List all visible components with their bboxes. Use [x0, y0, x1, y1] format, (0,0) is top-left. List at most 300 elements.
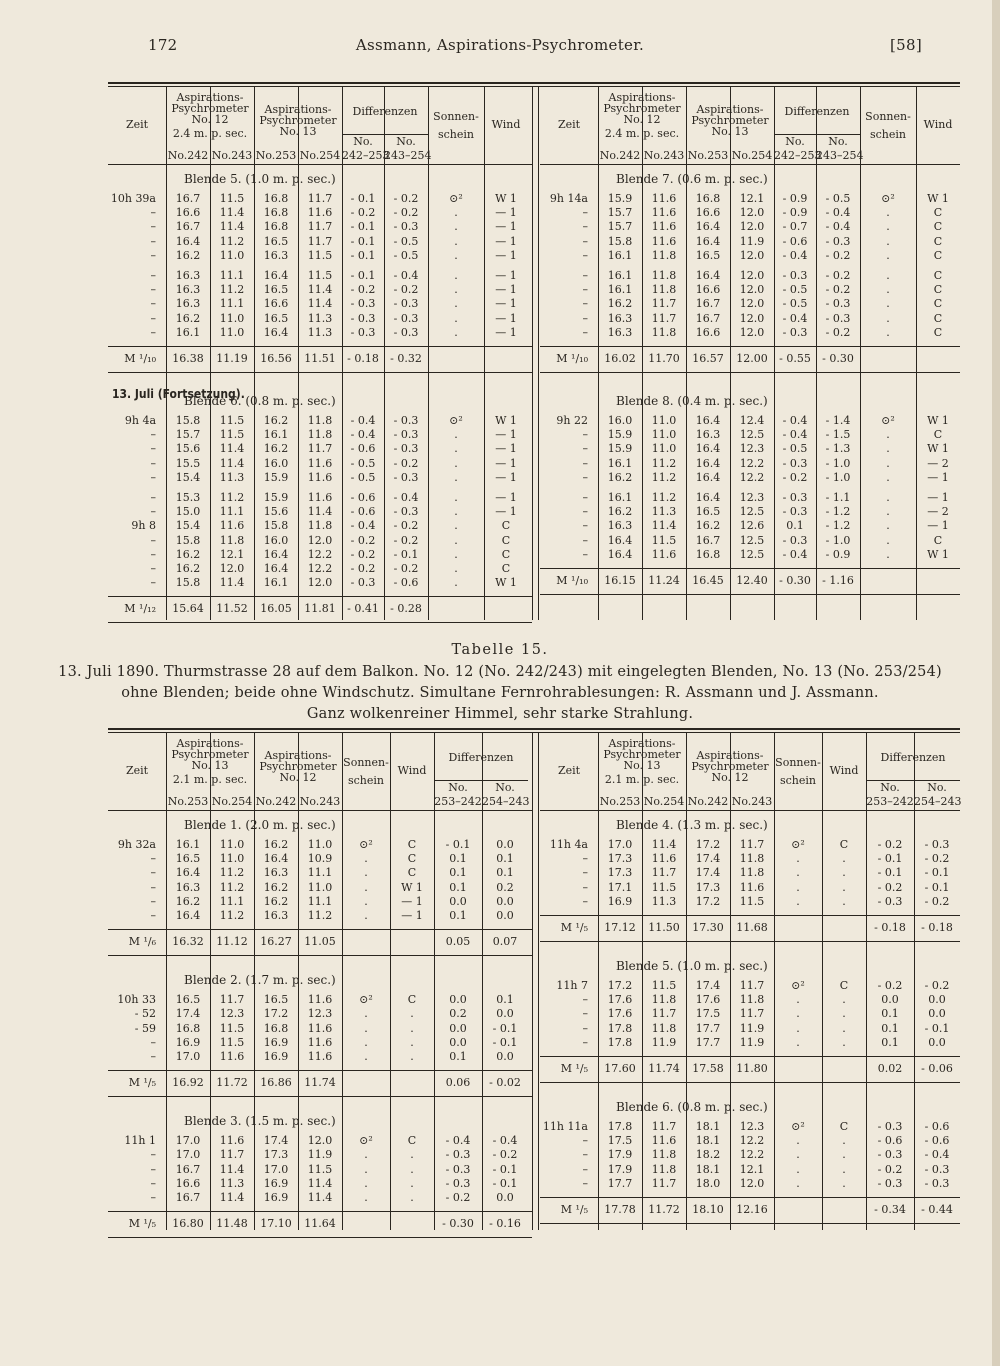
cell-zeit: – [150, 1162, 156, 1176]
cell-diff2: - 0.6 [924, 1134, 950, 1148]
cell-no254: 11.8 [651, 1162, 677, 1176]
cell-no254: 12.0 [739, 248, 765, 262]
cell-no253: 16.8 [695, 192, 721, 205]
cell-sonne: . [454, 442, 458, 456]
cell-diff1: - 0.1 [445, 838, 471, 851]
cell-diff2: - 0.9 [825, 547, 851, 561]
cell-diff1: - 0.2 [350, 206, 376, 220]
cell-sonne: . [364, 1035, 368, 1049]
cell-diff2: - 0.2 [924, 979, 950, 992]
cell-wind: . [842, 894, 846, 908]
cell-wind: C [407, 993, 417, 1007]
cell-no242: 17.6 [695, 993, 721, 1007]
header-diff-column [774, 135, 822, 162]
cell-no254: 11.7 [307, 220, 333, 234]
mean-top-rule [540, 346, 960, 347]
cell-diff1: - 0.3 [782, 325, 808, 339]
table-row [540, 1134, 960, 1148]
cell-wind: C [933, 283, 943, 297]
table-row [540, 1148, 960, 1162]
cell-no242: 15.8 [175, 414, 201, 427]
cell-diff2: 0.1 [496, 993, 514, 1007]
cell-diff1: - 0.3 [782, 269, 808, 282]
cell-diff1: - 0.3 [877, 1176, 903, 1190]
cell-diff2: 0.0 [496, 1050, 514, 1063]
mean-diff1: 0.06 [445, 1076, 471, 1090]
cell-no243: 11.2 [219, 283, 245, 297]
cell-diff1: - 0.6 [350, 491, 376, 504]
cell-zeit: – [150, 248, 156, 262]
cell-diff2: 0.1 [496, 866, 514, 880]
cell-diff2: 0.0 [496, 838, 514, 851]
header-sonnenschein-line: schein [437, 128, 474, 141]
header-wind: Wind [397, 764, 427, 777]
cell-sonne: . [454, 533, 458, 547]
cell-wind: . [842, 1035, 846, 1049]
cell-no242: 17.4 [695, 866, 721, 880]
table-row [108, 505, 532, 519]
table-row [108, 1148, 532, 1162]
table-row [540, 491, 960, 505]
cell-wind: C [839, 838, 849, 851]
cell-no254: 11.2 [219, 866, 245, 880]
cell-no243: 11.5 [739, 894, 765, 908]
table-caption-line2: ohne Blenden; beide ohne Windschutz. Simultane Fernrohrablesungen: R. Assmann und J. Assmann. [121, 685, 879, 701]
header-diff-rule [434, 780, 528, 781]
header-psychrometer-2-line: Psychrometer [259, 114, 337, 127]
mean-no243: 11.64 [304, 1217, 336, 1231]
table-caption-line3: Ganz wolkenreiner Himmel, sehr starke Strahlung. [306, 706, 694, 722]
header-psychrometer-1 [166, 738, 254, 785]
cell-no253: 16.4 [263, 562, 289, 575]
cell-no242: 16.2 [263, 838, 289, 851]
cell-zeit: – [582, 428, 588, 442]
table-row [108, 1163, 532, 1177]
cell-no253: 16.4 [175, 909, 201, 922]
mean-diff2: 0.07 [492, 935, 518, 949]
cell-no253: 15.6 [263, 505, 289, 519]
cell-no243: 11.8 [651, 269, 677, 282]
cell-no254: 11.6 [307, 491, 333, 504]
cell-sonne: . [886, 456, 890, 470]
blende-title: Blende 8. (0.4 m. p. sec.) [616, 394, 768, 408]
cell-sonne: . [454, 234, 458, 248]
cell-diff1: - 0.5 [350, 470, 376, 484]
header-diff-line: No. [927, 781, 947, 794]
cell-no243: 12.3 [739, 1120, 765, 1133]
table-row [540, 414, 960, 428]
table-row [540, 534, 960, 548]
cell-zeit: – [582, 894, 588, 908]
cell-no254: 11.0 [219, 852, 245, 866]
cell-no253: 16.5 [263, 283, 289, 297]
cell-zeit: – [582, 470, 588, 484]
cell-diff2: - 0.2 [492, 1148, 518, 1162]
cell-no242: 16.2 [263, 880, 289, 894]
cell-no254: 12.2 [739, 470, 765, 484]
table-row [108, 326, 532, 340]
header-psychrometer-2-line: Psychrometer [691, 760, 769, 773]
cell-sonne: . [364, 1191, 368, 1204]
mean-bottom-rule [540, 1082, 960, 1083]
cell-wind: . [410, 1050, 414, 1063]
cell-zeit: – [150, 311, 156, 325]
cell-no243: 11.0 [219, 248, 245, 262]
cell-wind: . [842, 1007, 846, 1021]
header-sonnenschein [428, 111, 484, 140]
header-diff-column [342, 135, 390, 162]
mean-label: M ¹/₅ [128, 1217, 156, 1231]
mean-no253: 16.80 [172, 1217, 204, 1231]
cell-no253: 16.4 [263, 325, 289, 339]
cell-wind: — 1 [495, 491, 517, 504]
table-row [108, 895, 532, 909]
cell-diff1: 0.0 [449, 993, 467, 1007]
table-row [540, 993, 960, 1007]
cell-diff2: - 0.1 [924, 1021, 950, 1035]
cell-sonne: . [454, 220, 458, 234]
header-psychrometer-1-line: Psychrometer [171, 748, 249, 761]
cell-sonne: . [886, 519, 890, 533]
cell-diff2: - 0.2 [393, 206, 419, 220]
cell-no243: 11.8 [739, 852, 765, 866]
cell-no253: 16.2 [263, 442, 289, 456]
header-psychrometer-1-line: Psychrometer [603, 102, 681, 115]
cell-sonne: . [886, 491, 890, 504]
table-row [108, 283, 532, 297]
cell-no253: 16.0 [263, 533, 289, 547]
cell-wind: C [933, 533, 943, 547]
cell-diff2: - 0.2 [393, 533, 419, 547]
cell-zeit: – [582, 533, 588, 547]
cell-zeit: – [582, 866, 588, 880]
header-diff-line: 243–254 [384, 149, 432, 162]
cell-zeit: – [582, 1176, 588, 1190]
cell-diff1: - 0.1 [877, 866, 903, 880]
cell-diff1: - 0.4 [782, 547, 808, 561]
cell-no242: 17.7 [695, 1021, 721, 1035]
cell-diff2: - 0.2 [393, 519, 419, 533]
header-sonnenschein-line: Sonnen- [433, 110, 479, 123]
cell-wind: C [839, 979, 849, 992]
cell-diff1: 0.0 [449, 1021, 467, 1035]
cell-diff2: - 0.3 [393, 505, 419, 519]
cell-diff1: - 0.1 [350, 220, 376, 234]
cell-diff2: - 0.2 [825, 269, 851, 282]
header-diff-line: 254–243 [914, 795, 962, 808]
mean-bottom-rule [108, 1237, 532, 1238]
cell-no253: 17.0 [607, 838, 633, 851]
cell-zeit: – [582, 1035, 588, 1049]
cell-wind: . [410, 1176, 414, 1190]
mean-no254: 11.81 [304, 602, 336, 616]
table-row [540, 548, 960, 562]
cell-no254: 12.0 [739, 283, 765, 297]
cell-no242: 18.0 [695, 1176, 721, 1190]
table-row [540, 192, 960, 206]
table-row [108, 1022, 532, 1036]
cell-no254: 11.4 [307, 297, 333, 311]
cell-wind: C [933, 206, 943, 220]
table-row [108, 838, 532, 852]
cell-diff1: - 0.5 [782, 297, 808, 311]
cell-no254: 11.8 [651, 1148, 677, 1162]
cell-wind: — 1 [495, 456, 517, 470]
mean-no243: 11.80 [736, 1062, 768, 1075]
cell-no254: 12.6 [739, 519, 765, 533]
cell-no242: 15.5 [175, 456, 201, 470]
mean-row [540, 1203, 960, 1219]
mean-no253: 16.45 [692, 574, 724, 587]
blende-title: Blende 7. (0.6 m. p. sec.) [616, 172, 768, 186]
cell-wind: C [933, 248, 943, 262]
cell-sonne: . [454, 456, 458, 470]
cell-diff2: - 0.2 [825, 325, 851, 339]
cell-no243: 11.8 [219, 533, 245, 547]
blende-title: Blende 5. (1.0 m. p. sec.) [184, 172, 336, 186]
header-bottom-rule [108, 810, 532, 811]
cell-sonne: . [454, 248, 458, 262]
cell-zeit: – [582, 519, 588, 533]
cell-no254: 11.4 [307, 283, 333, 297]
cell-no253: 16.5 [263, 311, 289, 325]
cell-sonne: . [454, 562, 458, 575]
table-row [108, 249, 532, 263]
table-row [108, 1134, 532, 1148]
cell-no254: 11.9 [651, 1035, 677, 1049]
cell-no242: 18.1 [695, 1120, 721, 1133]
cell-no254: 11.3 [651, 894, 677, 908]
cell-no253: 17.8 [607, 1120, 633, 1133]
mean-row [108, 1217, 532, 1233]
cell-no253: 17.0 [175, 1148, 201, 1162]
cell-wind: . [410, 1035, 414, 1049]
header-diff-rule [342, 134, 428, 135]
cell-diff2: - 0.4 [825, 220, 851, 234]
cell-sonne: . [364, 1007, 368, 1021]
cell-no242: 16.9 [263, 1050, 289, 1063]
cell-no254: 12.0 [307, 576, 333, 590]
cell-no242: 15.9 [607, 428, 633, 442]
cell-diff2: - 0.4 [924, 1148, 950, 1162]
table-row [108, 519, 532, 533]
cell-zeit: – [582, 1134, 588, 1148]
cell-no242: 17.4 [695, 979, 721, 992]
cell-sonne: . [454, 283, 458, 297]
cell-diff1: - 0.3 [445, 1162, 471, 1176]
cell-sonne: ⊙² [881, 414, 895, 427]
cell-no242: 16.4 [263, 852, 289, 866]
cell-diff2: - 0.2 [393, 192, 419, 205]
cell-no242: 15.3 [175, 491, 201, 504]
cell-diff2: - 0.4 [825, 206, 851, 220]
cell-wind: W 1 [495, 576, 517, 590]
mean-no242: 17.30 [692, 921, 724, 934]
cell-diff1: - 0.7 [782, 220, 808, 234]
cell-no253: 16.5 [695, 248, 721, 262]
cell-no253: 16.9 [607, 894, 633, 908]
header-diff-line: 242–253 [342, 149, 390, 162]
mean-no242: 17.58 [692, 1062, 724, 1075]
cell-wind: — 2 [927, 505, 949, 519]
header-diff-line: No. [828, 135, 848, 148]
header-psychrometer-2-line: No. 13 [711, 125, 749, 138]
cell-zeit: – [582, 1021, 588, 1035]
cell-sonne: . [364, 1162, 368, 1176]
cell-no253: 16.3 [695, 428, 721, 442]
cell-no242: 15.7 [175, 428, 201, 442]
header-diff-column [434, 782, 482, 807]
cell-diff2: - 1.0 [825, 470, 851, 484]
cell-no253: 16.4 [695, 234, 721, 248]
header-psychrometer-1-line: 2.4 m. p. sec. [604, 127, 680, 140]
cell-no242: 15.9 [607, 192, 633, 205]
cell-no242: 16.2 [607, 505, 633, 519]
cell-wind: . [410, 1148, 414, 1162]
cell-sonne: . [886, 206, 890, 220]
cell-diff1: - 0.9 [782, 192, 808, 205]
cell-wind: W 1 [401, 880, 423, 894]
cell-wind: — 1 [927, 470, 949, 484]
cell-no254: 11.7 [219, 1148, 245, 1162]
cell-diff1: - 0.4 [350, 428, 376, 442]
cell-sonne: ⊙² [449, 414, 463, 427]
cell-no242: 16.9 [263, 1191, 289, 1204]
cell-no254: 11.6 [307, 470, 333, 484]
table-row [108, 1050, 532, 1064]
cell-no254: 12.2 [739, 456, 765, 470]
cell-wind: . [842, 1162, 846, 1176]
cell-zeit: – [582, 880, 588, 894]
table-row [108, 457, 532, 471]
cell-zeit: – [150, 1176, 156, 1190]
cell-no254: 12.3 [739, 442, 765, 456]
cell-wind: C [407, 838, 417, 851]
cell-no243: 11.5 [219, 192, 245, 205]
cell-diff1: - 0.2 [877, 1162, 903, 1176]
cell-diff1: - 0.4 [782, 428, 808, 442]
header-diff-line: No. [495, 781, 515, 794]
header-psychrometer-2 [686, 750, 774, 783]
cell-no242: 15.7 [607, 220, 633, 234]
cell-sonne: . [364, 909, 368, 922]
cell-diff1: 0.0 [449, 894, 467, 908]
cell-sonne: ⊙² [449, 192, 463, 205]
cell-zeit: – [150, 533, 156, 547]
table-row [108, 1007, 532, 1021]
blende-title: Blende 6. (0.8 m. p. sec.) [184, 394, 336, 408]
cell-diff2: - 0.1 [492, 1021, 518, 1035]
mean-no253: 16.56 [260, 352, 292, 365]
cell-diff2: - 0.2 [393, 562, 419, 575]
cell-no243: 11.0 [651, 414, 677, 427]
cell-no254: 11.2 [219, 880, 245, 894]
cell-no242: 16.1 [175, 325, 201, 339]
cell-sonne: . [454, 325, 458, 339]
cell-wind: — 1 [495, 442, 517, 456]
cell-diff1: - 0.4 [350, 414, 376, 427]
cell-diff2: - 0.6 [393, 576, 419, 590]
header-psychrometer-2 [254, 104, 342, 137]
cell-no254: 11.7 [307, 234, 333, 248]
cell-diff2: 0.0 [928, 993, 946, 1007]
mean-no253: 17.78 [604, 1203, 636, 1216]
mean-no243: 11.70 [648, 352, 680, 365]
cell-diff1: - 0.3 [445, 1148, 471, 1162]
cell-no254: 11.7 [651, 1120, 677, 1133]
cell-no253: 16.3 [263, 248, 289, 262]
cell-no242: 16.2 [175, 562, 201, 575]
cell-zeit: – [150, 852, 156, 866]
mean-label: M ¹/₁₀ [556, 352, 588, 365]
cell-sonne: . [454, 269, 458, 282]
cell-no243: 11.7 [739, 838, 765, 851]
cell-diff2: 0.0 [496, 1191, 514, 1204]
cell-diff2: - 0.4 [393, 491, 419, 504]
cell-wind: — 1 [495, 470, 517, 484]
header-psychrometer-1 [598, 92, 686, 139]
cell-zeit: – [150, 894, 156, 908]
lower-left-table [108, 732, 532, 1230]
cell-diff2: - 0.5 [393, 234, 419, 248]
mean-diff1: - 0.34 [874, 1203, 906, 1216]
cell-diff2: 0.0 [496, 894, 514, 908]
header-sub-column: No.243 [643, 149, 685, 162]
cell-zeit: 10h 33 [117, 993, 156, 1007]
cell-no242: 15.4 [175, 519, 201, 533]
cell-zeit: – [582, 325, 588, 339]
cell-sonne: ⊙² [791, 1120, 805, 1133]
cell-sonne: . [886, 325, 890, 339]
mean-diff1: - 0.41 [347, 602, 379, 616]
cell-diff1: - 0.1 [350, 234, 376, 248]
table-row [108, 548, 532, 562]
cell-no243: 11.2 [651, 470, 677, 484]
cell-no242: 17.2 [695, 894, 721, 908]
table-row [540, 249, 960, 263]
cell-zeit: 9h 22 [556, 414, 588, 427]
header-differenzen: Differenzen [880, 751, 946, 764]
cell-no253: 16.4 [695, 414, 721, 427]
cell-no243: 11.1 [307, 894, 333, 908]
cell-diff1: - 0.3 [782, 533, 808, 547]
cell-no253: 16.1 [175, 838, 201, 851]
cell-diff1: - 0.3 [350, 311, 376, 325]
header-sub-column: No.243 [299, 795, 341, 808]
cell-diff1: - 0.4 [445, 1134, 471, 1148]
header-sub-column: No.242 [599, 149, 641, 162]
cell-no242: 16.2 [607, 297, 633, 311]
cell-no253: 16.4 [263, 547, 289, 561]
mean-no254: 11.48 [216, 1217, 248, 1231]
cell-no254: 12.0 [739, 297, 765, 311]
cell-no243: 11.8 [739, 866, 765, 880]
cell-no253: 17.8 [607, 1035, 633, 1049]
cell-no242: 16.3 [607, 519, 633, 533]
blende-title: Blende 6. (0.8 m. p. sec.) [616, 1100, 768, 1114]
blende-title: Blende 2. (1.7 m. p. sec.) [184, 973, 336, 988]
cell-no243: 11.7 [739, 1007, 765, 1021]
cell-no254: 11.6 [307, 206, 333, 220]
cell-diff1: - 0.5 [350, 456, 376, 470]
cell-no243: 11.4 [219, 576, 245, 590]
cell-sonne: . [886, 283, 890, 297]
cell-no253: 15.8 [263, 519, 289, 533]
cell-no253: 16.4 [695, 491, 721, 504]
cell-no254: 12.5 [739, 533, 765, 547]
cell-diff2: - 0.3 [393, 325, 419, 339]
cell-no243: 11.5 [219, 414, 245, 427]
